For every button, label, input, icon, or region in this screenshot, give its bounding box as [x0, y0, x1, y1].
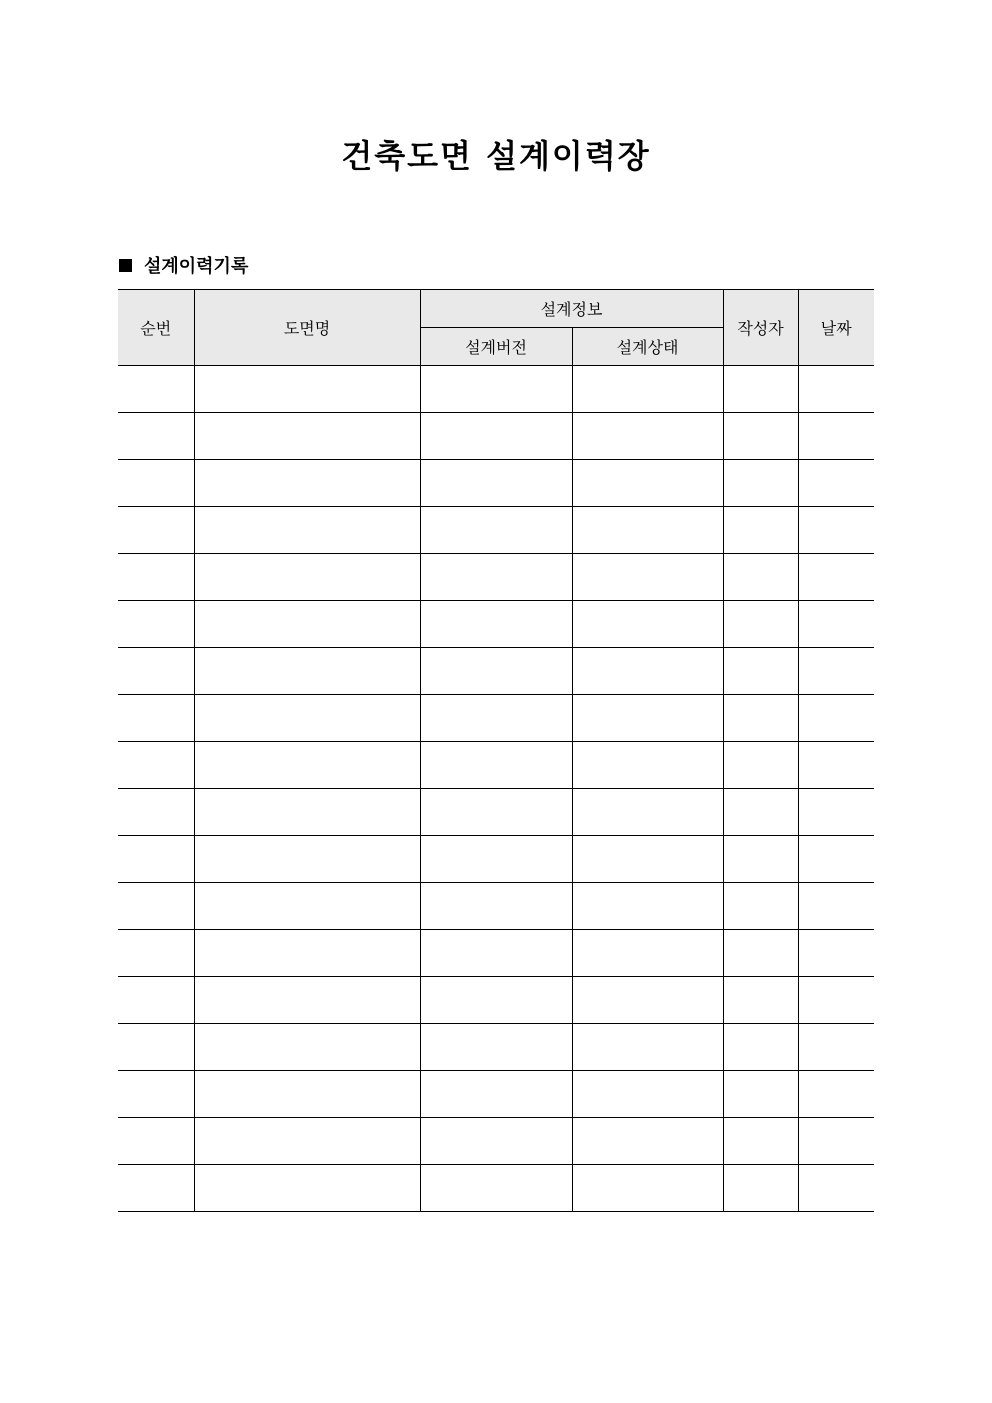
- design-version-cell[interactable]: [420, 977, 572, 1024]
- design-version-cell[interactable]: [420, 789, 572, 836]
- design-version-cell[interactable]: [420, 1024, 572, 1071]
- drawing-name-cell[interactable]: [194, 1165, 420, 1212]
- design-version-cell[interactable]: [420, 601, 572, 648]
- design-version-cell[interactable]: [420, 1118, 572, 1165]
- seq-cell[interactable]: [118, 789, 194, 836]
- design-status-cell[interactable]: [572, 460, 723, 507]
- section-title: 설계이력기록: [144, 256, 249, 277]
- drawing-name-cell[interactable]: [194, 742, 420, 789]
- design-status-cell[interactable]: [572, 601, 723, 648]
- drawing-name-cell[interactable]: [194, 507, 420, 554]
- header-date: 날짜: [798, 290, 874, 366]
- header-drawing-name: 도면명: [194, 290, 420, 366]
- table-row: [118, 1071, 874, 1118]
- drawing-name-cell[interactable]: [194, 836, 420, 883]
- design-version-cell[interactable]: [420, 413, 572, 460]
- date-cell[interactable]: [798, 460, 874, 507]
- table-row: [118, 742, 874, 789]
- drawing-name-cell[interactable]: [194, 366, 420, 413]
- table-row: [118, 930, 874, 977]
- table-row: [118, 977, 874, 1024]
- table-row: [118, 1165, 874, 1212]
- author-cell[interactable]: [723, 648, 798, 695]
- seq-cell[interactable]: [118, 695, 194, 742]
- date-cell[interactable]: [798, 836, 874, 883]
- design-status-cell[interactable]: [572, 930, 723, 977]
- author-cell[interactable]: [723, 695, 798, 742]
- author-cell[interactable]: [723, 883, 798, 930]
- date-cell[interactable]: [798, 977, 874, 1024]
- drawing-name-cell[interactable]: [194, 1024, 420, 1071]
- table-row: [118, 1024, 874, 1071]
- author-cell[interactable]: [723, 460, 798, 507]
- author-cell[interactable]: [723, 507, 798, 554]
- design-status-cell[interactable]: [572, 742, 723, 789]
- seq-cell[interactable]: [118, 742, 194, 789]
- design-version-cell[interactable]: [420, 883, 572, 930]
- design-version-cell[interactable]: [420, 742, 572, 789]
- seq-cell[interactable]: [118, 1071, 194, 1118]
- design-history-table: [118, 289, 874, 1212]
- seq-cell[interactable]: [118, 460, 194, 507]
- design-status-cell[interactable]: [572, 507, 723, 554]
- design-version-cell[interactable]: [420, 1071, 572, 1118]
- design-status-cell[interactable]: [572, 836, 723, 883]
- drawing-name-cell[interactable]: [194, 789, 420, 836]
- seq-cell[interactable]: [118, 1165, 194, 1212]
- table-row: [118, 648, 874, 695]
- table-body: [118, 366, 874, 1212]
- table-row: [118, 1118, 874, 1165]
- date-cell[interactable]: [798, 1071, 874, 1118]
- header-author: 작성자: [723, 290, 798, 366]
- seq-cell[interactable]: [118, 507, 194, 554]
- design-version-cell[interactable]: [420, 1165, 572, 1212]
- author-cell[interactable]: [723, 977, 798, 1024]
- author-cell[interactable]: [723, 836, 798, 883]
- drawing-name-cell[interactable]: [194, 601, 420, 648]
- table-row: [118, 460, 874, 507]
- design-version-cell[interactable]: [420, 460, 572, 507]
- design-status-cell[interactable]: [572, 1118, 723, 1165]
- author-cell[interactable]: [723, 1118, 798, 1165]
- header-design-info: 설계정보: [420, 290, 723, 328]
- square-bullet-icon: [119, 259, 132, 272]
- design-status-cell[interactable]: [572, 1165, 723, 1212]
- section-heading: [119, 252, 248, 278]
- design-version-cell[interactable]: [420, 554, 572, 601]
- design-status-cell[interactable]: [572, 977, 723, 1024]
- drawing-name-cell[interactable]: [194, 695, 420, 742]
- date-cell[interactable]: [798, 413, 874, 460]
- table-row: [118, 601, 874, 648]
- table-row: [118, 413, 874, 460]
- seq-cell[interactable]: [118, 977, 194, 1024]
- author-cell[interactable]: [723, 366, 798, 413]
- author-cell[interactable]: [723, 1024, 798, 1071]
- date-cell[interactable]: [798, 554, 874, 601]
- table-row: [118, 366, 874, 413]
- design-status-cell[interactable]: [572, 413, 723, 460]
- seq-cell[interactable]: [118, 413, 194, 460]
- date-cell[interactable]: [798, 601, 874, 648]
- table-row: [118, 507, 874, 554]
- date-cell[interactable]: [798, 1024, 874, 1071]
- seq-cell[interactable]: [118, 554, 194, 601]
- seq-cell[interactable]: [118, 930, 194, 977]
- drawing-name-cell[interactable]: [194, 1071, 420, 1118]
- drawing-name-cell[interactable]: [194, 648, 420, 695]
- seq-cell[interactable]: [118, 601, 194, 648]
- design-version-cell[interactable]: [420, 695, 572, 742]
- date-cell[interactable]: [798, 1118, 874, 1165]
- design-status-cell[interactable]: [572, 648, 723, 695]
- design-status-cell[interactable]: [572, 883, 723, 930]
- date-cell[interactable]: [798, 1165, 874, 1212]
- drawing-name-cell[interactable]: [194, 413, 420, 460]
- table-row: [118, 836, 874, 883]
- design-version-cell[interactable]: [420, 930, 572, 977]
- author-cell[interactable]: [723, 1165, 798, 1212]
- author-cell[interactable]: [723, 601, 798, 648]
- header-design-status: 설계상태: [572, 328, 723, 366]
- date-cell[interactable]: [798, 789, 874, 836]
- header-design-version: 설계버전: [420, 328, 572, 366]
- author-cell[interactable]: [723, 789, 798, 836]
- drawing-name-cell[interactable]: [194, 930, 420, 977]
- design-status-cell[interactable]: [572, 1071, 723, 1118]
- seq-cell[interactable]: [118, 836, 194, 883]
- drawing-name-cell[interactable]: [194, 883, 420, 930]
- date-cell[interactable]: [798, 883, 874, 930]
- header-seq: 순번: [118, 290, 194, 366]
- design-status-cell[interactable]: [572, 554, 723, 601]
- author-cell[interactable]: [723, 1071, 798, 1118]
- drawing-name-cell[interactable]: [194, 1118, 420, 1165]
- table-row: [118, 695, 874, 742]
- design-version-cell[interactable]: [420, 648, 572, 695]
- design-version-cell[interactable]: [420, 366, 572, 413]
- drawing-name-cell[interactable]: [194, 977, 420, 1024]
- design-status-cell[interactable]: [572, 789, 723, 836]
- author-cell[interactable]: [723, 742, 798, 789]
- date-cell[interactable]: [798, 695, 874, 742]
- design-status-cell[interactable]: [572, 1024, 723, 1071]
- seq-cell[interactable]: [118, 648, 194, 695]
- date-cell[interactable]: [798, 366, 874, 413]
- author-cell[interactable]: [723, 930, 798, 977]
- design-status-cell[interactable]: [572, 695, 723, 742]
- seq-cell[interactable]: [118, 883, 194, 930]
- author-cell[interactable]: [723, 554, 798, 601]
- date-cell[interactable]: [798, 930, 874, 977]
- page-title: 건축도면 설계이력장: [341, 137, 651, 175]
- drawing-name-cell[interactable]: [194, 460, 420, 507]
- table-row: [118, 883, 874, 930]
- author-cell[interactable]: [723, 413, 798, 460]
- seq-cell[interactable]: [118, 1118, 194, 1165]
- date-cell[interactable]: [798, 507, 874, 554]
- seq-cell[interactable]: [118, 366, 194, 413]
- table-row: [118, 789, 874, 836]
- design-version-cell[interactable]: [420, 836, 572, 883]
- table-row: [118, 554, 874, 601]
- drawing-name-cell[interactable]: [194, 554, 420, 601]
- design-status-cell[interactable]: [572, 366, 723, 413]
- date-cell[interactable]: [798, 648, 874, 695]
- design-version-cell[interactable]: [420, 507, 572, 554]
- seq-cell[interactable]: [118, 1024, 194, 1071]
- date-cell[interactable]: [798, 742, 874, 789]
